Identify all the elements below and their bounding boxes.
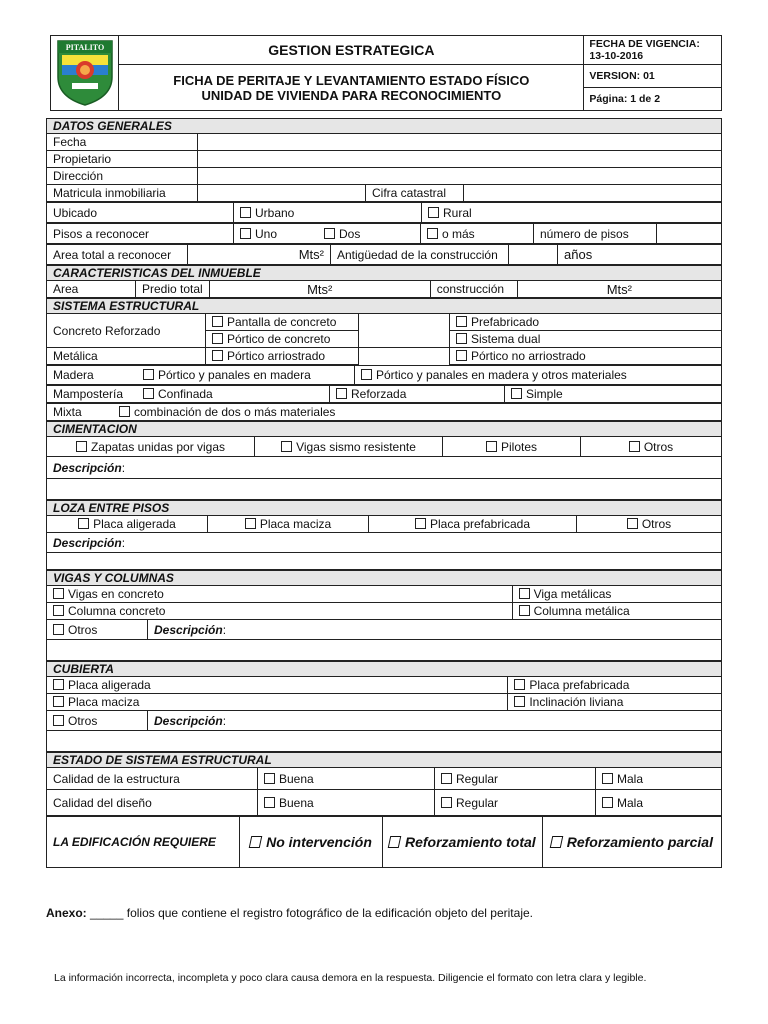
otros-label: Otros	[641, 517, 672, 531]
matricula-input[interactable]	[198, 185, 366, 202]
buena-label: Buena	[279, 795, 314, 810]
regular-label: Regular	[456, 771, 499, 786]
reforzamiento-total-label: Reforzamiento total	[405, 834, 536, 850]
inclinacion-checkbox[interactable]	[508, 694, 722, 711]
vigas-sismo-label: Vigas sismo resistente	[296, 439, 416, 454]
prefabricado-checkbox[interactable]	[450, 314, 722, 331]
dos-label: Dos	[339, 226, 361, 241]
checkbox-icon	[76, 441, 87, 452]
reforzamiento-total-checkbox[interactable]	[383, 817, 543, 868]
columna-metalica-label: Columna metálica	[533, 604, 630, 618]
checkbox-icon	[53, 679, 64, 690]
checkbox-icon	[53, 605, 64, 616]
columna-concreto-label: Columna concreto	[68, 604, 166, 618]
propietario-input[interactable]	[198, 151, 722, 168]
loza-descripcion[interactable]: Descripción:	[47, 533, 722, 553]
ubicado-label: Ubicado	[47, 203, 234, 223]
simple-checkbox[interactable]	[505, 386, 722, 403]
section-vigas	[46, 570, 722, 661]
section-loza	[46, 500, 722, 570]
confinada-checkbox[interactable]	[137, 386, 330, 403]
mala-label: Mala	[617, 795, 644, 810]
urbano-checkbox[interactable]	[234, 203, 422, 223]
descripcion-label: Descripción	[154, 713, 223, 728]
checkbox-icon	[324, 228, 335, 239]
sistema-estructural-heading: SISTEMA ESTRUCTURAL	[47, 299, 722, 314]
checkbox-icon	[361, 369, 372, 380]
vigas-descripcion-line[interactable]	[47, 640, 722, 661]
checkbox-icon	[627, 518, 638, 529]
estructura-buena-checkbox[interactable]	[258, 768, 435, 790]
no-intervencion-label: No intervención	[266, 834, 372, 850]
checkbox-icon	[514, 679, 525, 690]
reforzamiento-parcial-label: Reforzamiento parcial	[566, 834, 713, 850]
checkbox-icon	[456, 316, 467, 327]
section-estado	[46, 752, 722, 816]
prefabricada-label: Placa prefabricada	[429, 517, 531, 531]
vigas-otros-checkbox[interactable]	[47, 620, 148, 640]
propietario-label: Propietario	[47, 151, 198, 168]
checkbox-icon	[602, 773, 613, 784]
confinada-label: Confinada	[158, 387, 213, 401]
section-requiere	[46, 816, 722, 868]
cubierta-descripcion-line[interactable]	[47, 731, 722, 752]
anexo-line	[46, 906, 533, 920]
anexo-label: Anexo:	[46, 906, 87, 920]
uno-checkbox[interactable]	[234, 224, 319, 244]
checkbox-icon	[143, 388, 154, 399]
vigas-concreto-label: Vigas en concreto	[68, 587, 164, 601]
anexo-text: folios que contiene el registro fotográfico de la edificación objeto del peritaje.	[126, 906, 533, 920]
loza-otros-checkbox[interactable]	[577, 516, 722, 533]
datos-generales-heading: DATOS GENERALES	[47, 119, 722, 134]
construccion-label: construcción	[430, 281, 517, 298]
requiere-label: LA EDIFICACIÓN REQUIERE	[47, 817, 240, 868]
loza-maciza-checkbox[interactable]	[208, 516, 369, 533]
fecha-vigencia	[584, 36, 722, 65]
cubierta-heading: CUBIERTA	[47, 662, 722, 677]
portico-arriostrado-checkbox[interactable]	[206, 348, 359, 365]
portico-paneles-label: Pórtico y panales en madera	[158, 368, 311, 382]
checkbox-icon	[212, 350, 223, 361]
columna-metalica-checkbox[interactable]	[512, 603, 721, 620]
pisos-row	[46, 223, 722, 244]
cimentacion-descripcion[interactable]: Descripción:	[47, 457, 722, 479]
o-mas-checkbox[interactable]	[421, 224, 534, 244]
pagina: Página: 1 de 2	[584, 88, 722, 111]
checkbox-icon	[629, 441, 640, 452]
portico-concreto-checkbox[interactable]	[206, 331, 359, 348]
checkbox-icon	[427, 228, 438, 239]
fecha-input[interactable]	[198, 134, 722, 151]
matricula-label: Matricula inmobiliaria	[47, 185, 198, 202]
metalica-label: Metálica	[47, 348, 206, 365]
checkbox-icon	[143, 369, 154, 380]
concreto-label: Concreto Reforzado	[47, 314, 206, 348]
construccion-unit[interactable]: Mts²	[517, 281, 721, 298]
calidad-estructura-label: Calidad de la estructura	[47, 768, 258, 790]
section-caracteristicas	[46, 265, 722, 298]
area-total-row	[46, 244, 722, 265]
mala-label: Mala	[617, 771, 644, 786]
checkbox-icon	[78, 518, 89, 529]
checkbox-icon	[336, 388, 347, 399]
direccion-input[interactable]	[198, 168, 722, 185]
version: VERSION: 01	[584, 65, 722, 88]
urbano-label: Urbano	[255, 205, 295, 220]
checkbox-icon	[511, 388, 522, 399]
portico-no-arriostrado-checkbox[interactable]	[450, 348, 722, 365]
anexo-blank[interactable]: _____	[90, 906, 124, 920]
cubierta-maciza-checkbox[interactable]	[47, 694, 508, 711]
calidad-diseno-label: Calidad del diseño	[47, 790, 258, 816]
checkbox-icon	[519, 605, 530, 616]
loza-prefabricada-checkbox[interactable]	[369, 516, 577, 533]
rural-label: Rural	[443, 205, 472, 220]
area-label: Area	[47, 281, 136, 298]
reforzada-label: Reforzada	[351, 387, 407, 401]
predio-total-label: Predio total	[136, 281, 210, 298]
cubierta-otros-checkbox[interactable]	[47, 711, 148, 731]
ubicado-row	[46, 202, 722, 223]
pisos-label: Pisos a reconocer	[47, 224, 234, 244]
pitalito-logo	[51, 36, 119, 111]
placa-maciza-label: Placa maciza	[68, 695, 140, 709]
logo-text: PITALITO	[65, 42, 104, 52]
zapatas-label: Zapatas unidas por vigas	[90, 439, 226, 454]
cubierta-descripcion[interactable]: Descripción:	[148, 711, 722, 731]
otros-label: Otros	[68, 622, 98, 637]
loza-descripcion-line[interactable]	[47, 553, 722, 570]
descripcion-label: Descripción	[154, 622, 223, 637]
otros-label: Otros	[643, 439, 674, 454]
otros-label: Otros	[68, 713, 98, 728]
checkbox-icon	[486, 441, 497, 452]
checkbox-icon	[264, 797, 275, 808]
diseno-regular-checkbox[interactable]	[435, 790, 596, 816]
pilotes-label: Pilotes	[500, 439, 538, 454]
dos-checkbox[interactable]	[318, 224, 421, 244]
pilotes-checkbox[interactable]	[443, 437, 581, 457]
area-total-label: Area total a reconocer	[47, 245, 188, 265]
section-sistema-estructural	[46, 298, 722, 365]
prefabricado-label: Prefabricado	[471, 315, 540, 329]
fecha-label: FECHA DE VIGENCIA:	[589, 38, 700, 50]
checkbox-icon	[441, 773, 452, 784]
placa-aligerada-label: Placa aligerada	[68, 678, 151, 692]
cifra-label: Cifra catastral	[366, 185, 464, 202]
checkbox-icon	[212, 316, 223, 327]
fecha-value: 13-10-2016	[589, 50, 644, 62]
combinacion-checkbox[interactable]	[113, 404, 722, 421]
viga-metalica-checkbox[interactable]	[512, 586, 721, 603]
checkbox-icon	[514, 696, 525, 707]
checkbox-icon	[264, 773, 275, 784]
maciza-label: Placa maciza	[259, 517, 332, 531]
anos-unit: años	[558, 245, 722, 265]
section-cubierta	[46, 661, 722, 752]
checkbox-icon	[240, 228, 251, 239]
direccion-label: Dirección	[47, 168, 198, 185]
estado-heading: ESTADO DE SISTEMA ESTRUCTURAL	[47, 753, 722, 768]
vigas-concreto-checkbox[interactable]	[47, 586, 513, 603]
buena-label: Buena	[279, 771, 314, 786]
antiguedad-label: Antigüedad de la construcción	[331, 245, 509, 265]
placa-prefabricada-label: Placa prefabricada	[529, 678, 630, 692]
pantalla-label: Pantalla de concreto	[227, 315, 337, 329]
antiguedad-input[interactable]	[509, 245, 558, 265]
checkbox-icon	[456, 333, 467, 344]
descripcion-label: Descripción	[53, 535, 122, 550]
checkbox-icon	[53, 588, 64, 599]
diseno-mala-checkbox[interactable]	[596, 790, 722, 816]
footer-note: La información incorrecta, incompleta y poco clara causa demora en la respuesta. Diligencie el formato con letra clara y legible.	[54, 972, 647, 984]
section-datos-generales	[46, 118, 722, 202]
mixta-row	[46, 403, 722, 421]
header-subtitle	[119, 65, 584, 111]
rural-checkbox[interactable]	[422, 203, 722, 223]
estructura-mala-checkbox[interactable]	[596, 768, 722, 790]
area-total-unit[interactable]: Mts²	[188, 245, 331, 265]
checkbox-icon	[53, 624, 64, 635]
diseno-buena-checkbox[interactable]	[258, 790, 435, 816]
portico-arriostrado-label: Pórtico arriostrado	[227, 349, 326, 363]
combinacion-label: combinación de dos o más materiales	[134, 405, 336, 419]
madera-label: Madera	[47, 366, 138, 385]
checkbox-icon	[549, 836, 563, 848]
portico-no-arriostrado-label: Pórtico no arriostrado	[471, 349, 586, 363]
section-cimentacion	[46, 421, 722, 500]
aligerada-label: Placa aligerada	[93, 517, 176, 531]
subtitle-line-1: FICHA DE PERITAJE Y LEVANTAMIENTO ESTADO FÍSICO	[173, 72, 530, 88]
blank-cell	[359, 348, 450, 365]
vigas-descripcion[interactable]: Descripción:	[148, 620, 722, 640]
sistema-dual-checkbox[interactable]	[450, 331, 722, 348]
uno-label: Uno	[255, 226, 278, 241]
cifra-input[interactable]	[464, 185, 722, 202]
portico-paneles-otros-checkbox[interactable]	[355, 366, 722, 385]
header-title: GESTION ESTRATEGICA	[119, 36, 584, 65]
checkbox-icon	[388, 836, 402, 848]
checkbox-icon	[249, 836, 263, 848]
form-body	[46, 118, 722, 868]
checkbox-icon	[119, 406, 130, 417]
reforzada-checkbox[interactable]	[330, 386, 505, 403]
checkbox-icon	[441, 797, 452, 808]
mamposteria-row	[46, 385, 722, 403]
mixta-label: Mixta	[47, 404, 114, 421]
mamposteria-label: Mampostería	[47, 386, 138, 403]
no-intervencion-checkbox[interactable]	[240, 817, 383, 868]
loza-heading: LOZA ENTRE PISOS	[47, 501, 722, 516]
predio-total-unit[interactable]: Mts²	[209, 281, 430, 298]
descripcion-label: Descripción	[53, 460, 122, 475]
zapatas-checkbox[interactable]	[47, 437, 255, 457]
checkbox-icon	[281, 441, 292, 452]
portico-concreto-label: Pórtico de concreto	[227, 332, 331, 346]
madera-row	[46, 365, 722, 385]
checkbox-icon	[456, 350, 467, 361]
checkbox-icon	[53, 715, 64, 726]
vigas-heading: VIGAS Y COLUMNAS	[47, 571, 722, 586]
inclinacion-label: Inclinación liviana	[529, 695, 624, 709]
sistema-dual-label: Sistema dual	[471, 332, 541, 346]
numero-pisos-label: número de pisos	[534, 224, 657, 244]
cubierta-aligerada-checkbox[interactable]	[47, 677, 508, 694]
checkbox-icon	[415, 518, 426, 529]
regular-label: Regular	[456, 795, 499, 810]
cimentacion-otros-checkbox[interactable]	[581, 437, 722, 457]
subtitle-line-2: UNIDAD DE VIVIENDA PARA RECONOCIMIENTO	[201, 87, 502, 103]
caracteristicas-heading: CARACTERISTICAS DEL INMUEBLE	[47, 266, 722, 281]
checkbox-icon	[240, 207, 251, 218]
reforzamiento-parcial-checkbox[interactable]	[542, 817, 721, 868]
checkbox-icon	[212, 333, 223, 344]
pantalla-checkbox[interactable]	[206, 314, 359, 331]
blank-cell	[359, 314, 450, 348]
checkbox-icon	[428, 207, 439, 218]
document-header	[50, 35, 722, 111]
viga-metalica-label: Viga metálicas	[533, 587, 612, 601]
portico-paneles-otros-label: Pórtico y panales en madera y otros materiales	[376, 368, 627, 382]
cimentacion-descripcion-line[interactable]	[47, 479, 722, 500]
o-mas-label: o más	[442, 226, 475, 241]
numero-pisos-input[interactable]	[657, 224, 722, 244]
columna-concreto-checkbox[interactable]	[47, 603, 513, 620]
estructura-regular-checkbox[interactable]	[435, 768, 596, 790]
fecha-label: Fecha	[47, 134, 198, 151]
checkbox-icon	[602, 797, 613, 808]
checkbox-icon	[519, 588, 530, 599]
simple-label: Simple	[526, 387, 563, 401]
cubierta-prefabricada-checkbox[interactable]	[508, 677, 722, 694]
checkbox-icon	[53, 696, 64, 707]
vigas-sismo-checkbox[interactable]	[255, 437, 443, 457]
cimentacion-heading: CIMENTACION	[47, 422, 722, 437]
loza-aligerada-checkbox[interactable]	[47, 516, 208, 533]
checkbox-icon	[245, 518, 256, 529]
portico-paneles-checkbox[interactable]	[137, 366, 355, 385]
